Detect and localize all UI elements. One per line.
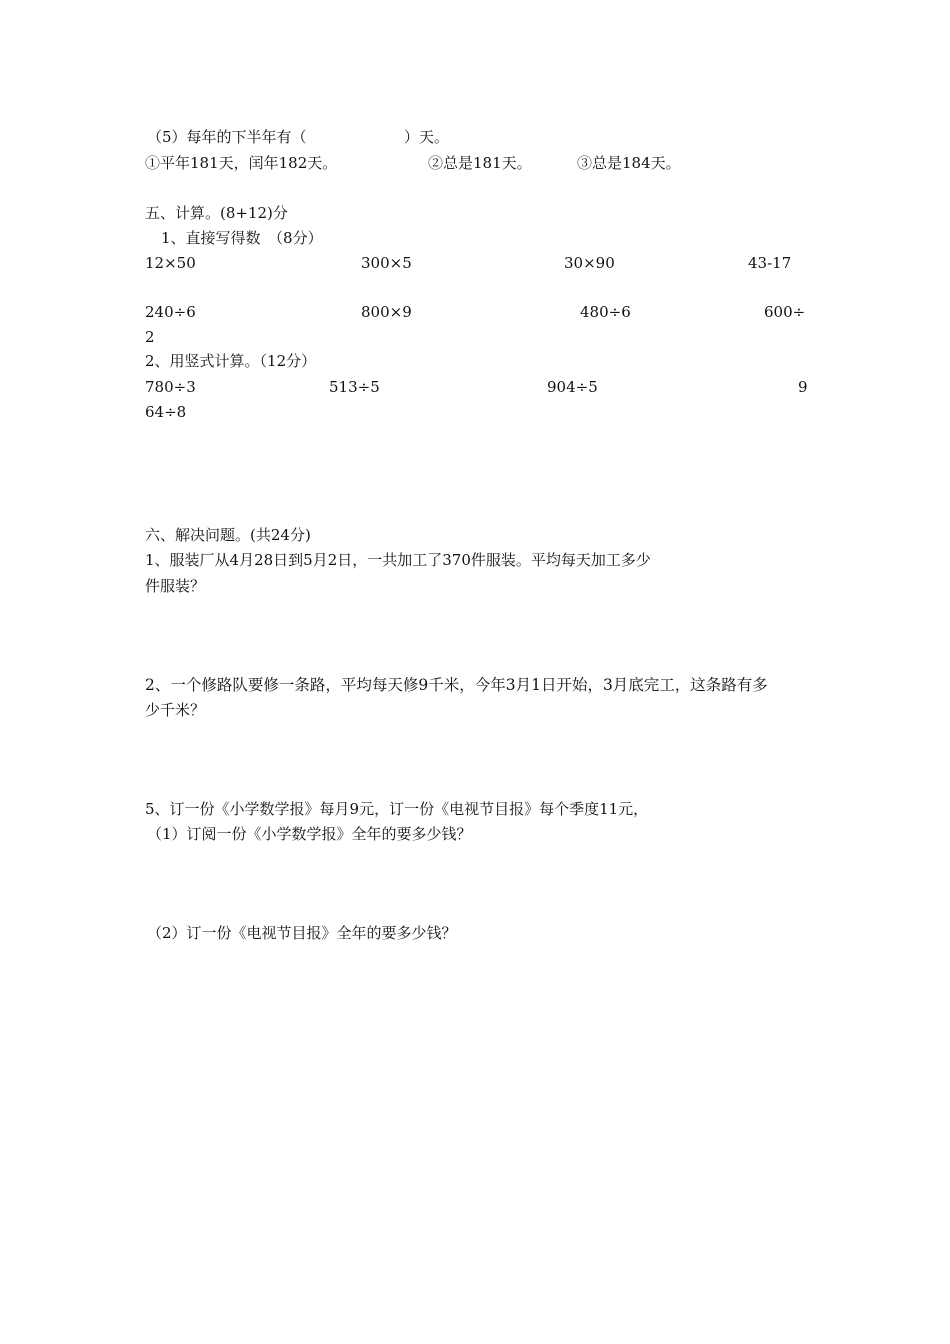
- problem-1-line-1: 1、服装厂从4月28日到5月2日，一共加工了370件服装。平均每天加工多少: [145, 551, 651, 569]
- calc-item: 43-17: [748, 254, 792, 272]
- part2-title: 2、用竖式计算。（12分）: [145, 352, 317, 370]
- vertical-calc-item-wrap: 64÷8: [145, 403, 187, 421]
- problem-2-line-1: 2、一个修路队要修一条路，平均每天修9千米，今年3月1日开始，3月底完工，这条路有多: [145, 676, 768, 694]
- calc-item: 30×90: [564, 254, 615, 272]
- q5-option-1: ①平年181天，闰年182天。: [145, 154, 338, 172]
- part1-title: 1、直接写得数 （8分）: [161, 229, 323, 247]
- vertical-calc-item: 9: [798, 378, 808, 396]
- q5-stem-suffix: ）天。: [404, 128, 450, 146]
- vertical-calc-item: 780÷3: [145, 378, 196, 396]
- problem-1-line-2: 件服装？: [145, 577, 206, 595]
- calc-item: 800×9: [361, 303, 412, 321]
- problem-5-sub-2: （2）订一份《电视节目报》全年的要多少钱？: [147, 924, 457, 942]
- problem-2-line-2: 少千米？: [145, 701, 206, 719]
- q5-option-2: ②总是181天。: [428, 154, 532, 172]
- calc-item: 300×5: [361, 254, 412, 272]
- vertical-calc-item: 513÷5: [329, 378, 380, 396]
- q5-option-3: ③总是184天。: [577, 154, 681, 172]
- calc-item: 480÷6: [580, 303, 631, 321]
- vertical-calc-item: 904÷5: [547, 378, 598, 396]
- calc-item: 240÷6: [145, 303, 196, 321]
- calc-item-wrap: 2: [145, 328, 155, 346]
- section6-heading: 六、解决问题。(共24分): [145, 526, 311, 544]
- problem-5-sub-1: （1）订阅一份《小学数学报》全年的要多少钱？: [147, 825, 472, 843]
- q5-stem-prefix: （5）每年的下半年有（: [147, 128, 307, 146]
- calc-item: 600÷: [764, 303, 806, 321]
- problem-5-line-1: 5、订一份《小学数学报》每月9元，订一份《电视节目报》每个季度11元，: [145, 800, 649, 818]
- calc-item: 12×50: [145, 254, 196, 272]
- section5-heading: 五、计算。(8+12)分: [145, 204, 288, 222]
